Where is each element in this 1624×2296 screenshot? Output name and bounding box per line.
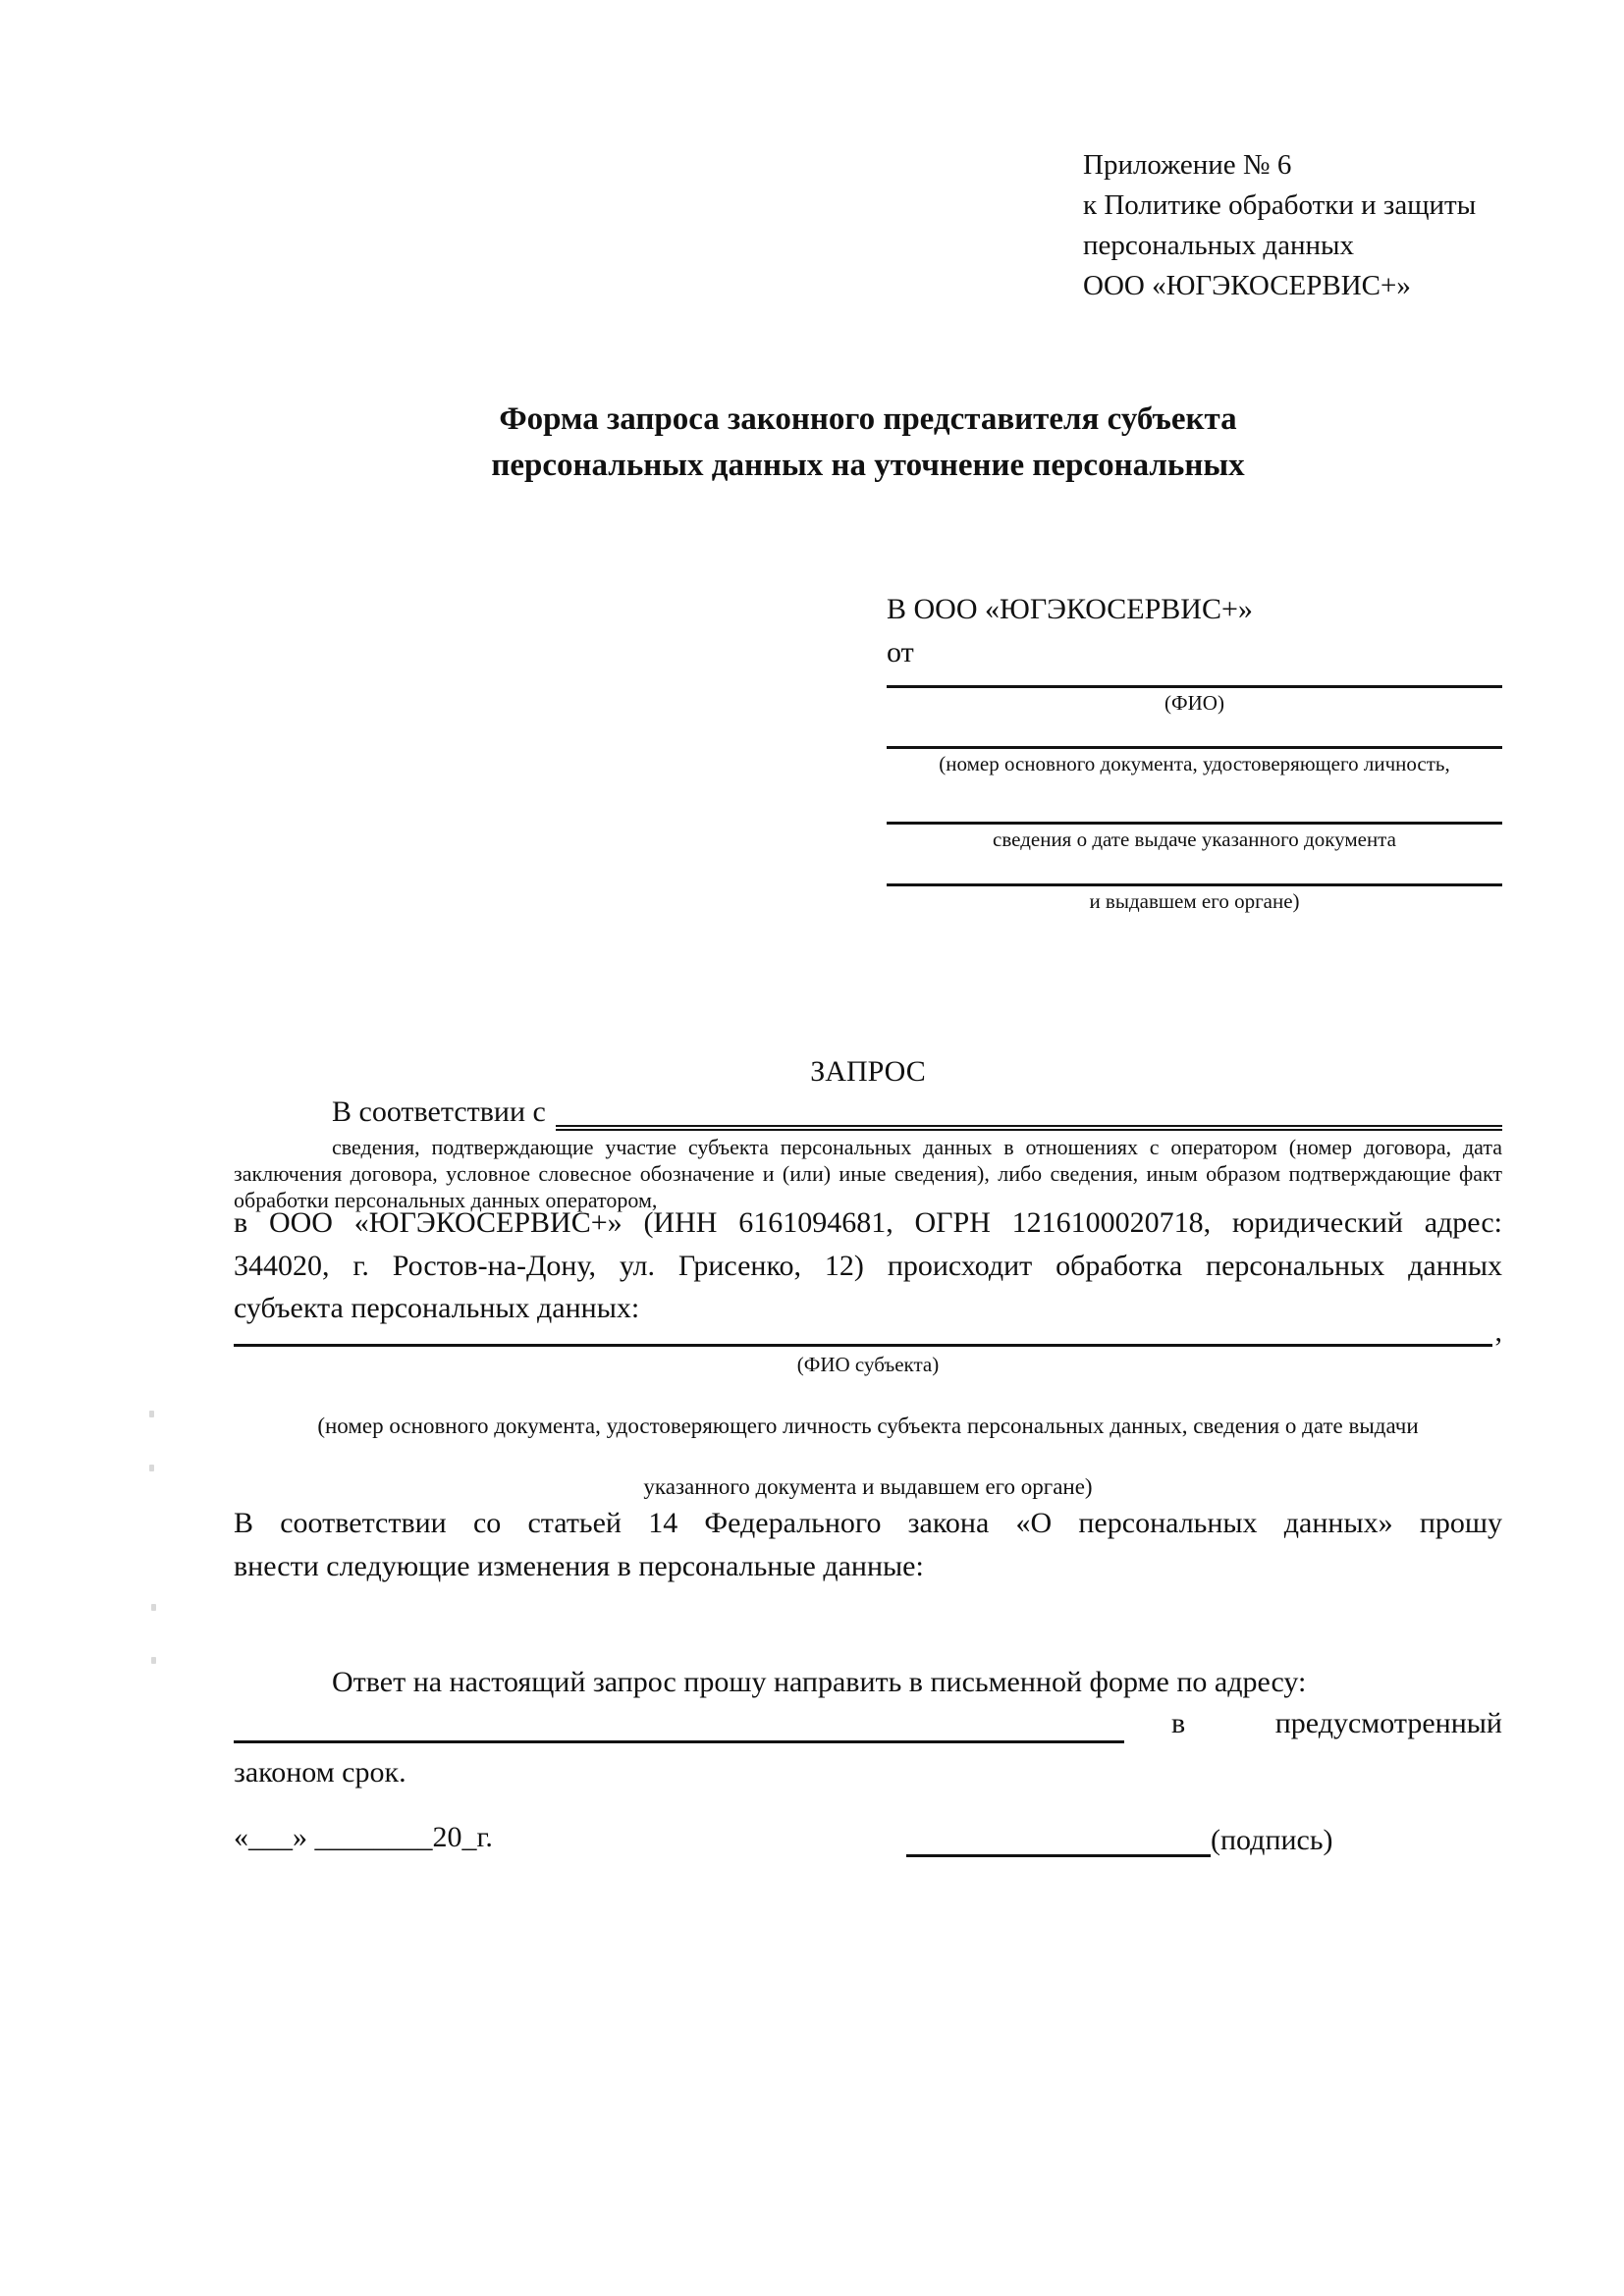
basis-row xyxy=(234,1094,1502,1131)
operator-info-line-2: 344020, г. Ростов-на-Дону, ул. Грисенко, 12) происходит обработка персональных данных xyxy=(234,1250,1502,1282)
fio-field-caption: (ФИО) xyxy=(1164,691,1224,715)
subject-name-row xyxy=(234,1315,1502,1347)
id-number-field-line[interactable] xyxy=(887,746,1502,749)
answer-word-prescribed: предусмотренный xyxy=(1274,1707,1502,1739)
footer-row xyxy=(234,1818,1502,1859)
subject-doc-caption-line-1: (номер основного документа, удостоверяющего личность субъекта персональных данных, сведения о дате выдачи xyxy=(317,1414,1419,1438)
subject-name-comma: , xyxy=(1494,1315,1502,1348)
footnote-line-2: заключения договора, условное словесное обозначение и (или) иные сведения), либо сведения, иным образом подтверждающие факт xyxy=(234,1161,1502,1186)
answer-line-3: законом срок. xyxy=(234,1756,406,1789)
answer-address-row xyxy=(234,1704,1502,1743)
id-number-field-caption: (номер основного документа, удостоверяющего личность, xyxy=(939,752,1450,775)
request-heading: ЗАПРОС xyxy=(810,1055,926,1088)
signature-field-line[interactable] xyxy=(906,1824,1211,1857)
form-title-line-1: Форма запроса законного представителя субъекта xyxy=(499,401,1237,437)
annex-block xyxy=(1083,145,1515,306)
form-title-line-2: персональных данных на уточнение персональных xyxy=(491,448,1245,483)
answer-word-in: в xyxy=(1171,1707,1186,1739)
form-title xyxy=(234,397,1502,489)
annex-line-2: к Политике обработки и защиты xyxy=(1083,189,1477,221)
answer-words xyxy=(1124,1704,1502,1743)
address-field-line[interactable] xyxy=(234,1708,1124,1743)
answer-line-1: Ответ на настоящий запрос прошу направить в письменной форме по адресу: xyxy=(332,1666,1307,1698)
basis-prefix: В соответствии с xyxy=(332,1095,546,1128)
issue-date-field-line[interactable] xyxy=(887,822,1502,825)
annex-line-4: ООО «ЮГЭКОСЕРВИС+» xyxy=(1083,270,1411,301)
addressee-organization: В ООО «ЮГЭКОСЕРВИС+» xyxy=(887,593,1253,625)
margin-artifact xyxy=(149,1465,154,1471)
margin-artifact xyxy=(151,1657,156,1664)
date-field[interactable]: «___» ________20_г. xyxy=(234,1821,493,1853)
annex-line-3: персональных данных xyxy=(1083,230,1355,261)
issuing-authority-field-line[interactable] xyxy=(887,883,1502,886)
footnote-line-3: обработки персональных данных оператором, xyxy=(234,1188,658,1212)
fio-field-line[interactable] xyxy=(887,685,1502,688)
statement-line-2: внести следующие изменения в персональные данные: xyxy=(234,1550,924,1582)
operator-info-line-1: в ООО «ЮГЭКОСЕРВИС+» (ИНН 6161094681, ОГРН 1216100020718, юридический адрес: xyxy=(234,1206,1502,1239)
margin-artifact xyxy=(149,1411,154,1417)
footnote-line-1: сведения, подтверждающие участие субъекта персональных данных в отношениях с оператором (номер договора, дата xyxy=(332,1135,1502,1159)
basis-field-line[interactable] xyxy=(556,1097,1502,1131)
signature-group xyxy=(906,1824,1333,1857)
subject-doc-caption-line-2: указанного документа и выдавшем его органе) xyxy=(643,1474,1093,1499)
operator-info-line-3: субъекта персональных данных: xyxy=(234,1292,640,1324)
subject-name-field-line[interactable] xyxy=(234,1317,1492,1347)
statement-line-1: В соответствии со статьей 14 Федерального закона «О персональных данных» прошу xyxy=(234,1507,1502,1539)
addressee-from-label: от xyxy=(887,636,914,668)
annex-line-1: Приложение № 6 xyxy=(1083,149,1292,181)
margin-artifact xyxy=(151,1604,156,1611)
issue-date-field-caption: сведения о дате выдаче указанного документа xyxy=(993,828,1396,851)
subject-name-caption: (ФИО субъекта) xyxy=(796,1353,940,1376)
issuing-authority-field-caption: и выдавшем его органе) xyxy=(1089,889,1300,913)
signature-caption: (подпись) xyxy=(1211,1824,1333,1856)
